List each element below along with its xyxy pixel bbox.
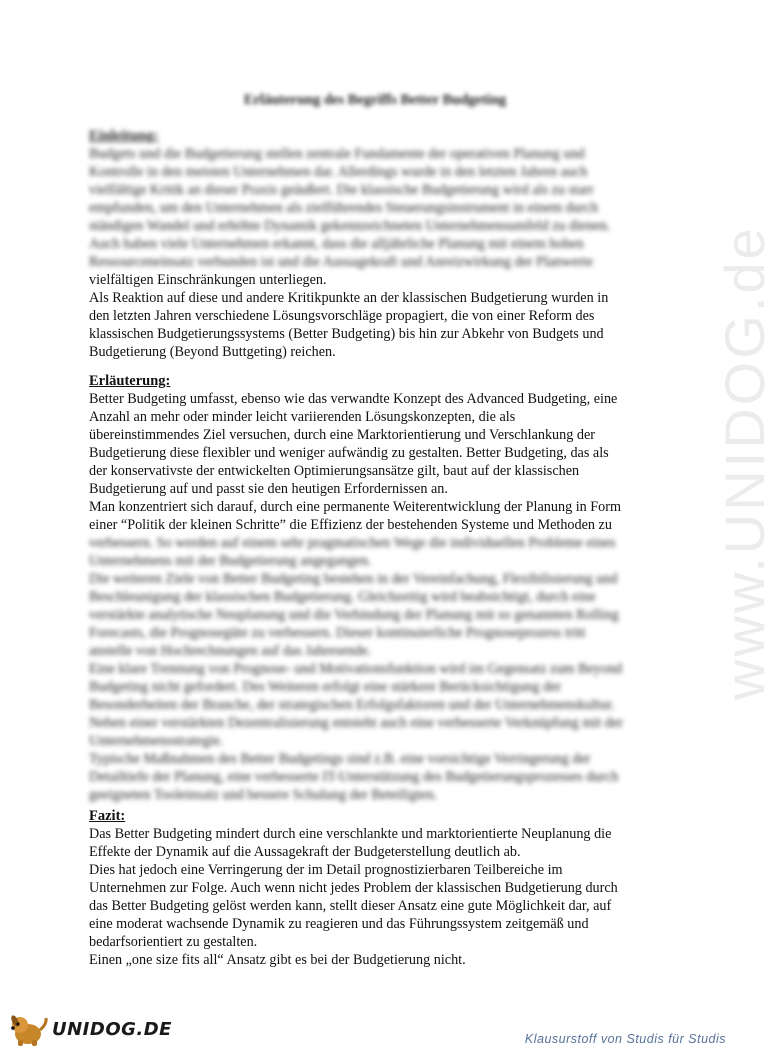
text-line: Budgetierung auf und passt sie den heutigen Erfordernissen an.: [89, 481, 448, 497]
dog-icon: [6, 1012, 52, 1048]
text-line: der konservativste der entwickelten Optimierungsansätze gilt, baut auf der klassischen: [89, 463, 580, 479]
text-line: Budgeting nicht gefordert. Des Weiteren erfolgt eine stärkere Berücksichtigung der: [89, 679, 562, 695]
text-line: ständigen Wandel und erhöhte Dynamik gekennzeichneten Unternehmensumfeld zu dienen.: [89, 218, 611, 234]
text-line: Besonderheiten der Branche, der strategischen Erfolgsfaktoren und der Unternehmenskultur.: [89, 697, 615, 713]
text-line: Better Budgeting umfasst, ebenso wie das verwandte Konzept des Advanced Budgeting, eine: [89, 391, 618, 407]
section-body: [89, 390, 664, 804]
text-line: Forecasts, die Prognosegüte zu verbessern. Dieser kontinuierliche Prognoseprozess tritt: [89, 625, 586, 641]
text-line: Man konzentriert sich darauf, durch eine permanente Weiterentwicklung der Planung in Form: [89, 499, 622, 515]
text-line: Eine klare Trennung von Prognose- und Motivationsfunktion wird im Gegensatz zum Beyond: [89, 661, 623, 677]
text-line: Budgetierung (Beyond Buttgeting) reichen.: [89, 344, 336, 360]
section-erlaeuterung: [89, 372, 664, 804]
section-fazit: [89, 807, 664, 969]
section-einleitung: [89, 127, 664, 361]
text-line: Typische Maßnahmen des Better Budgetings sind z.B. eine vorsichtige Verringerung der: [89, 751, 591, 767]
text-line: eine moderat wachsende Dynamik zu reagieren und das Führungssystem zeitgemäß und: [89, 916, 589, 932]
text-line: bedarfsorientiert zu gestalten.: [89, 934, 258, 950]
text-line: Budgets und die Budgetierung stellen zentrale Fundamente der operativen Planung und: [89, 146, 585, 162]
text-line: Dies hat jedoch eine Verringerung der im Detail prognostizierbaren Teilbereiche im: [89, 862, 563, 878]
text-line: geeigneten Tooleinsatz und bessere Schulung der Beteiligten.: [89, 787, 438, 803]
text-line: Unternehmens mit der Budgetierung angegangen.: [89, 553, 372, 569]
text-line: Ressourceneinsatz verbunden ist und die Aussagekraft und Anreizwirkung der Planwerte: [89, 254, 593, 270]
text-line: anstelle von Hochrechnungen auf das Jahresende.: [89, 643, 372, 659]
document-title: Erläuterung des Begriffs Better Budgeting: [243, 92, 507, 108]
text-line: einer “Politik der kleinen Schritte” die Effizienz der bestehenden Systeme und Methoden zu: [89, 517, 612, 533]
text-line: übereinstimmendes Ziel versuchen, durch eine Marktorientierung und Verschlankung der: [89, 427, 595, 443]
text-line: vielfältigen Einschränkungen unterliegen.: [89, 272, 327, 288]
text-line: Anzahl an mehr oder minder leicht variierenden Lösungskonzepten, die als: [89, 409, 516, 425]
logo-text: UNIDOG.DE: [52, 1019, 172, 1040]
section-heading: Einleitung:: [89, 128, 159, 144]
text-line: Detailtiefe der Planung, eine verbesserte IT-Unterstützung des Budgetierungsprozesses durch: [89, 769, 619, 785]
text-line: das Better Budgeting gelöst werden kann, stellt dieser Ansatz eine gute Möglichkeit dar, auf: [89, 898, 612, 914]
text-line: Kontrolle in den meisten Unternehmen dar. Allerdings wurde in den letzten Jahren auch: [89, 164, 588, 180]
text-line: Effekte der Dynamik auf die Aussagekraft der Budgeterstellung deutlich ab.: [89, 844, 521, 860]
text-line: verstärkte analytische Neuplanung und die Verbindung der Planung mit so genannten Rolling: [89, 607, 619, 623]
text-line: Als Reaktion auf diese und andere Kritikpunkte an der klassischen Budgetierung wurden in: [89, 290, 609, 306]
footer-tagline: Klausurstoff von Studis für Studis: [524, 1032, 726, 1046]
section-body: [89, 825, 664, 969]
text-line: Die weiteren Ziele von Better Budgeting bestehen in der Vereinfachung, Flexibilisierung und: [89, 571, 618, 587]
text-line: Auch haben viele Unternehmen erkannt, dass die alljährliche Planung mit einem hohen: [89, 236, 584, 252]
section-body: [89, 145, 664, 361]
unidog-logo[interactable]: [6, 1012, 172, 1048]
section-heading: Erläuterung:: [89, 373, 171, 389]
text-line: verbessern. So werden auf einem sehr pragmatischen Wege die individuellen Probleme eines: [89, 535, 616, 551]
text-line: empfunden, um den Unternehmen als zielführendes Steuerungsinstrument in einem durch: [89, 200, 599, 216]
text-line: den letzten Jahren verschiedene Lösungsvorschläge propagiert, die von einer Reform des: [89, 308, 595, 324]
text-line: Unternehmensstrategie.: [89, 733, 224, 749]
watermark-text: www.UNIDOG.de: [713, 225, 776, 700]
text-line: Beschleunigung der klassischen Budgetierung. Gleichzeitig wird beabsichtigt, durch eine: [89, 589, 596, 605]
text-line: klassischen Budgetierungssystems (Better Budgeting) bis hin zur Abkehr von Budgets und: [89, 326, 604, 342]
text-line: Das Better Budgeting mindert durch eine verschlankte und marktorientierte Neuplanung die: [89, 826, 612, 842]
text-line: Einen „one size fits all“ Ansatz gibt es bei der Budgetierung nicht.: [89, 952, 466, 968]
text-line: vielfältige Kritik an dieser Praxis geäußert. Die klassische Budgetierung wird als zu starr: [89, 182, 594, 198]
section-heading: Fazit:: [89, 808, 126, 824]
text-line: Unternehmen zur Folge. Auch wenn nicht jedes Problem der klassischen Budgetierung durch: [89, 880, 618, 896]
text-line: Budgetierung diese flexibler und weniger aufwändig zu gestalten. Better Budgeting, das als: [89, 445, 609, 461]
text-line: Neben einer verstärkten Dezentralisierung entsteht auch eine verbesserte Verknüpfung mit der: [89, 715, 623, 731]
